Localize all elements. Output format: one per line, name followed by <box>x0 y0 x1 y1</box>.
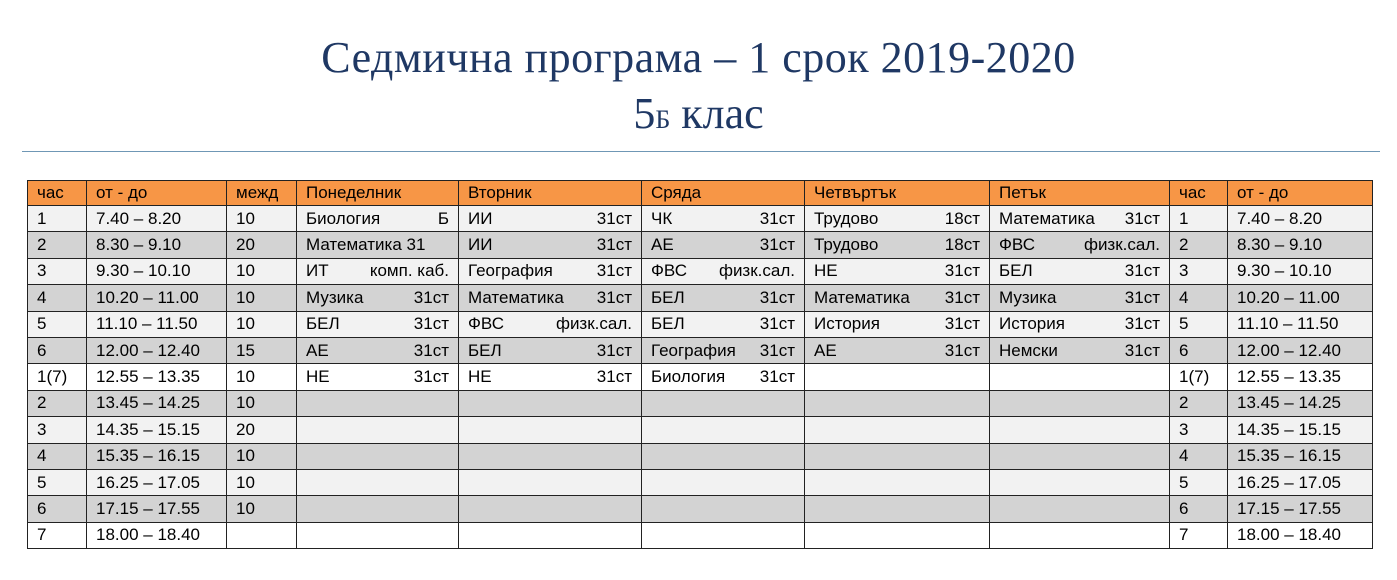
break-cell: 15 <box>227 337 297 363</box>
room-label: 31ст <box>759 314 795 334</box>
time-cell: 8.30 – 9.10 <box>87 232 227 258</box>
subject-name: АЕ <box>306 340 329 360</box>
header-row <box>28 181 1373 206</box>
time-cell-right: 7.40 – 8.20 <box>1228 206 1373 232</box>
break-cell: 10 <box>227 258 297 284</box>
room-label: 31ст <box>1124 261 1160 281</box>
hour-cell: 5 <box>28 469 87 495</box>
wednesday-cell <box>642 469 805 495</box>
subject-name: БЕЛ <box>651 287 685 307</box>
room-label: 31ст <box>413 340 449 360</box>
tuesday-cell <box>459 417 642 443</box>
table-row <box>28 496 1373 522</box>
table-row <box>28 285 1373 311</box>
time-cell: 17.15 – 17.55 <box>87 496 227 522</box>
subject-name: Математика 31 <box>306 235 426 255</box>
subject-name: Математика <box>999 208 1095 228</box>
subject-name: АЕ <box>814 340 837 360</box>
subject-name: НЕ <box>468 367 492 387</box>
tuesday-cell <box>459 285 642 311</box>
room-label: 31ст <box>759 208 795 228</box>
hour-cell: 1 <box>28 206 87 232</box>
subject-name: БЕЛ <box>468 340 502 360</box>
break-cell: 10 <box>227 443 297 469</box>
subject-name: ИТ <box>306 261 329 281</box>
tuesday-cell <box>459 443 642 469</box>
hour-cell: 4 <box>28 285 87 311</box>
schedule-table <box>27 180 1373 549</box>
room-label: 18ст <box>944 235 980 255</box>
thursday-cell <box>805 469 990 495</box>
monday-cell <box>297 390 459 416</box>
room-label: 18ст <box>944 208 980 228</box>
time-cell: 18.00 – 18.40 <box>87 522 227 548</box>
wednesday-cell <box>642 522 805 548</box>
subject-name: НЕ <box>306 367 330 387</box>
header-monday: Понеделник <box>297 181 459 206</box>
hour-cell: 7 <box>28 522 87 548</box>
break-cell: 20 <box>227 417 297 443</box>
time-cell: 9.30 – 10.10 <box>87 258 227 284</box>
subject-name: Биология <box>651 367 726 387</box>
wednesday-cell <box>642 390 805 416</box>
table-row <box>28 522 1373 548</box>
tuesday-cell <box>459 206 642 232</box>
break-cell: 10 <box>227 311 297 337</box>
friday-cell <box>990 232 1170 258</box>
room-label: 31ст <box>759 235 795 255</box>
friday-cell <box>990 364 1170 390</box>
hour-cell: 6 <box>28 337 87 363</box>
time-cell: 12.00 – 12.40 <box>87 337 227 363</box>
thursday-cell <box>805 417 990 443</box>
hour-cell-right: 7 <box>1170 522 1228 548</box>
table-row <box>28 364 1373 390</box>
monday-cell <box>297 417 459 443</box>
room-label: 31ст <box>596 340 632 360</box>
hour-cell-right: 3 <box>1170 258 1228 284</box>
table-row <box>28 258 1373 284</box>
time-cell: 10.20 – 11.00 <box>87 285 227 311</box>
header-hour-right: час <box>1170 181 1228 206</box>
subject-name: Музика <box>999 287 1057 307</box>
room-label: 31ст <box>413 287 449 307</box>
break-cell: 10 <box>227 390 297 416</box>
thursday-cell <box>805 206 990 232</box>
wednesday-cell <box>642 285 805 311</box>
wednesday-cell <box>642 258 805 284</box>
room-label: 31ст <box>596 367 632 387</box>
thursday-cell <box>805 285 990 311</box>
hour-cell: 5 <box>28 311 87 337</box>
monday-cell <box>297 206 459 232</box>
time-cell-right: 13.45 – 14.25 <box>1228 390 1373 416</box>
header-tuesday: Вторник <box>459 181 642 206</box>
friday-cell <box>990 390 1170 416</box>
break-cell: 10 <box>227 496 297 522</box>
subject-name: ФВС <box>468 314 504 334</box>
hour-cell: 1(7) <box>28 364 87 390</box>
break-cell <box>227 522 297 548</box>
subject-name: Трудово <box>814 208 879 228</box>
monday-cell <box>297 258 459 284</box>
monday-cell <box>297 311 459 337</box>
room-label: 31ст <box>596 287 632 307</box>
class-letter: Б <box>655 105 671 134</box>
room-label: 31ст <box>413 314 449 334</box>
table-row <box>28 311 1373 337</box>
break-cell: 10 <box>227 206 297 232</box>
wednesday-cell <box>642 232 805 258</box>
title-line-2 <box>0 86 1397 148</box>
subject-name: Немски <box>999 340 1058 360</box>
subject-name: ЧК <box>651 208 673 228</box>
wednesday-cell <box>642 364 805 390</box>
room-label: 31ст <box>1124 340 1160 360</box>
hour-cell: 6 <box>28 496 87 522</box>
subject-name: Трудово <box>814 235 879 255</box>
hour-cell: 2 <box>28 390 87 416</box>
monday-cell <box>297 496 459 522</box>
wednesday-cell <box>642 496 805 522</box>
room-label: 31ст <box>1124 287 1160 307</box>
time-cell-right: 10.20 – 11.00 <box>1228 285 1373 311</box>
time-cell-right: 8.30 – 9.10 <box>1228 232 1373 258</box>
hour-cell: 4 <box>28 443 87 469</box>
class-number: 5 <box>633 89 656 138</box>
hour-cell-right: 3 <box>1170 417 1228 443</box>
monday-cell <box>297 443 459 469</box>
hour-cell: 3 <box>28 258 87 284</box>
friday-cell <box>990 522 1170 548</box>
time-cell-right: 17.15 – 17.55 <box>1228 496 1373 522</box>
hour-cell-right: 2 <box>1170 390 1228 416</box>
schedule-body <box>28 206 1373 549</box>
friday-cell <box>990 337 1170 363</box>
room-label: 31ст <box>1124 314 1160 334</box>
header-wednesday: Сряда <box>642 181 805 206</box>
room-label: Б <box>437 208 449 228</box>
time-cell: 11.10 – 11.50 <box>87 311 227 337</box>
header-hour: час <box>28 181 87 206</box>
room-label: 31ст <box>596 235 632 255</box>
thursday-cell <box>805 258 990 284</box>
room-label: комп. каб. <box>369 261 449 281</box>
time-cell-right: 15.35 – 16.15 <box>1228 443 1373 469</box>
subject-name: ИИ <box>468 235 493 255</box>
room-label: 31ст <box>759 340 795 360</box>
header-time-right: от - до <box>1228 181 1373 206</box>
hour-cell-right: 6 <box>1170 496 1228 522</box>
tuesday-cell <box>459 258 642 284</box>
time-cell-right: 9.30 – 10.10 <box>1228 258 1373 284</box>
class-word: клас <box>681 89 764 138</box>
time-cell: 16.25 – 17.05 <box>87 469 227 495</box>
hour-cell: 3 <box>28 417 87 443</box>
header-time: от - до <box>87 181 227 206</box>
break-cell: 10 <box>227 364 297 390</box>
room-label: 31ст <box>1124 208 1160 228</box>
table-row <box>28 390 1373 416</box>
subject-name: ФВС <box>651 261 687 281</box>
room-label: физк.сал. <box>555 314 632 334</box>
header-thursday: Четвъртък <box>805 181 990 206</box>
subject-name: Математика <box>468 287 564 307</box>
tuesday-cell <box>459 522 642 548</box>
room-label: 31ст <box>759 287 795 307</box>
wednesday-cell <box>642 443 805 469</box>
break-cell: 10 <box>227 285 297 311</box>
room-label: 31ст <box>944 287 980 307</box>
subject-name: БЕЛ <box>999 261 1033 281</box>
time-cell-right: 11.10 – 11.50 <box>1228 311 1373 337</box>
thursday-cell <box>805 311 990 337</box>
thursday-cell <box>805 443 990 469</box>
hour-cell-right: 4 <box>1170 285 1228 311</box>
page-title <box>0 30 1397 148</box>
hour-cell-right: 5 <box>1170 311 1228 337</box>
monday-cell <box>297 285 459 311</box>
room-label: 31ст <box>944 314 980 334</box>
time-cell: 15.35 – 16.15 <box>87 443 227 469</box>
friday-cell <box>990 258 1170 284</box>
subject-name: АЕ <box>651 235 674 255</box>
header-friday: Петък <box>990 181 1170 206</box>
hour-cell-right: 1(7) <box>1170 364 1228 390</box>
friday-cell <box>990 469 1170 495</box>
thursday-cell <box>805 496 990 522</box>
friday-cell <box>990 496 1170 522</box>
tuesday-cell <box>459 364 642 390</box>
monday-cell <box>297 522 459 548</box>
hour-cell-right: 6 <box>1170 337 1228 363</box>
subject-name: География <box>651 340 736 360</box>
room-label: физк.сал. <box>1083 235 1160 255</box>
subject-name: История <box>999 314 1065 334</box>
time-cell: 14.35 – 15.15 <box>87 417 227 443</box>
room-label: физк.сал. <box>718 261 795 281</box>
subject-name: Музика <box>306 287 364 307</box>
wednesday-cell <box>642 311 805 337</box>
friday-cell <box>990 417 1170 443</box>
table-row <box>28 337 1373 363</box>
table-row <box>28 469 1373 495</box>
subject-name: География <box>468 261 553 281</box>
table-row <box>28 417 1373 443</box>
thursday-cell <box>805 232 990 258</box>
subject-name: История <box>814 314 880 334</box>
friday-cell <box>990 206 1170 232</box>
thursday-cell <box>805 522 990 548</box>
break-cell: 20 <box>227 232 297 258</box>
title-line-1: Седмична програма – 1 срок 2019-2020 <box>321 33 1076 82</box>
break-cell: 10 <box>227 469 297 495</box>
wednesday-cell <box>642 337 805 363</box>
subject-name: БЕЛ <box>306 314 340 334</box>
room-label: 31ст <box>413 367 449 387</box>
time-cell-right: 18.00 – 18.40 <box>1228 522 1373 548</box>
room-label: 31ст <box>596 208 632 228</box>
subject-name: ФВС <box>999 235 1035 255</box>
time-cell: 12.55 – 13.35 <box>87 364 227 390</box>
tuesday-cell <box>459 311 642 337</box>
friday-cell <box>990 311 1170 337</box>
friday-cell <box>990 285 1170 311</box>
monday-cell <box>297 364 459 390</box>
monday-cell <box>297 469 459 495</box>
table-row <box>28 206 1373 232</box>
hour-cell-right: 4 <box>1170 443 1228 469</box>
time-cell: 7.40 – 8.20 <box>87 206 227 232</box>
hour-cell-right: 2 <box>1170 232 1228 258</box>
room-label: 31ст <box>759 367 795 387</box>
monday-cell <box>297 232 459 258</box>
thursday-cell <box>805 337 990 363</box>
hour-cell-right: 1 <box>1170 206 1228 232</box>
time-cell: 13.45 – 14.25 <box>87 390 227 416</box>
subject-name: НЕ <box>814 261 838 281</box>
table-row <box>28 232 1373 258</box>
wednesday-cell <box>642 417 805 443</box>
monday-cell <box>297 337 459 363</box>
time-cell-right: 16.25 – 17.05 <box>1228 469 1373 495</box>
friday-cell <box>990 443 1170 469</box>
time-cell-right: 12.55 – 13.35 <box>1228 364 1373 390</box>
subject-name: Биология <box>306 208 381 228</box>
room-label: 31ст <box>944 261 980 281</box>
thursday-cell <box>805 364 990 390</box>
subject-name: Математика <box>814 287 910 307</box>
thursday-cell <box>805 390 990 416</box>
header-break: межд <box>227 181 297 206</box>
subject-name: БЕЛ <box>651 314 685 334</box>
subject-name: ИИ <box>468 208 493 228</box>
title-divider <box>22 151 1380 152</box>
tuesday-cell <box>459 232 642 258</box>
time-cell-right: 12.00 – 12.40 <box>1228 337 1373 363</box>
tuesday-cell <box>459 337 642 363</box>
hour-cell: 2 <box>28 232 87 258</box>
room-label: 31ст <box>596 261 632 281</box>
tuesday-cell <box>459 469 642 495</box>
wednesday-cell <box>642 206 805 232</box>
time-cell-right: 14.35 – 15.15 <box>1228 417 1373 443</box>
room-label: 31ст <box>944 340 980 360</box>
table-row <box>28 443 1373 469</box>
tuesday-cell <box>459 390 642 416</box>
hour-cell-right: 5 <box>1170 469 1228 495</box>
tuesday-cell <box>459 496 642 522</box>
